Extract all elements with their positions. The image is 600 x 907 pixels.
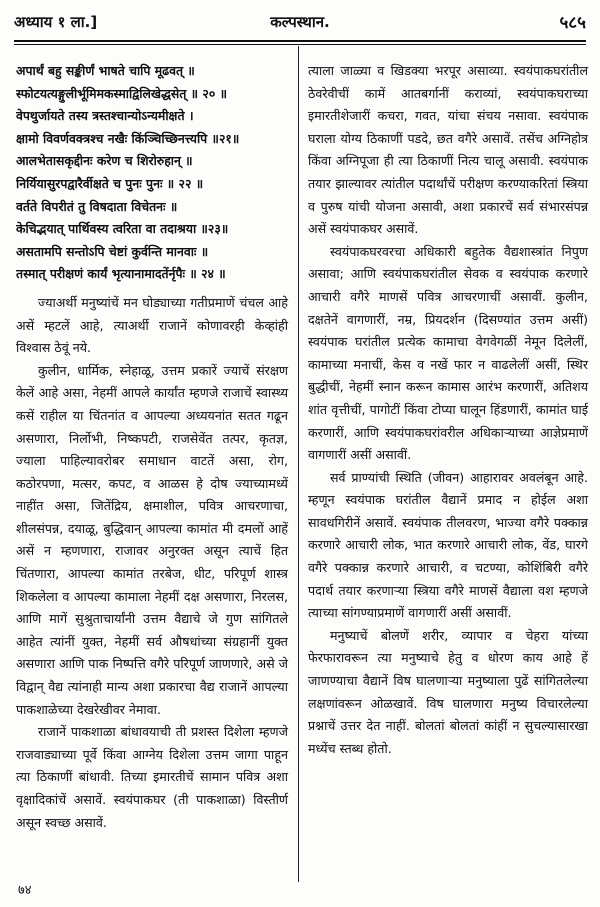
- section-title: कल्पस्थान.: [270, 13, 330, 31]
- chapter-label: अध्याय १ ला.]: [14, 13, 98, 31]
- sanskrit-verses: [16, 60, 288, 286]
- verse-line: स्फोटयत्यङ्गुलीर्भूमिमकस्माद्विलिखेद्धसेत् ॥ २० ॥: [16, 85, 228, 101]
- verse-line: केचिद्भयात् पार्थिवस्य त्वरिता वा तदाश्रया ॥२३॥: [16, 221, 229, 237]
- right-column: [308, 60, 588, 760]
- header-rule-thin: [14, 44, 586, 45]
- verse-line: असतामपि सन्तोऽपि चेष्टां कुर्वन्ति मानवाः ॥: [16, 243, 209, 259]
- paragraph: सर्व प्राण्यांची स्थिति (जीवन) आहारावर अवलंबून आहे. म्हणून स्वयंपाक घरांतील वैद्यानें प्रमाद न होईल अशा सावधगिरीनें असावें. स्वयंपाक तीलवरण, भाज्या वगैरे पक्कान्न करणारे आचारी लोक, भात करणारे आचारी लोक, वेंड, घारगे वगैरे पक्कान्न करणारे आचारी, व चटण्या, कोशिंबिरी वगैरे पदार्थ तयार करणाऱ्या स्त्रिया वगैरे माणसें वैद्याला वश म्हणजे त्याच्या सांगण्याप्रमाणें वागणारीं असीं असावीं.: [308, 469, 588, 621]
- paragraph: राजानें पाकशाळा बांधावयाची ती प्रशस्त दिशेला म्हणजे राजवाड्याच्या पूर्वे किंवा आग्नेय दिशेला उत्तम जागा पाहून त्या ठिकाणीं बांधावी. तिच्या इमारतीचें सामान पवित्र अशा वृक्षादिकांचें असावें. स्वयंपाकघर (ती पाकशाळा) विस्तीर्ण असून स्वच्छ असावें.: [16, 724, 288, 830]
- left-column: [16, 60, 288, 834]
- column-divider: [298, 46, 299, 882]
- paragraph: त्याला जाळ्या व खिडक्या भरपूर असाव्या. स्वयंपाकघरांतील ठेवरेवीचीं कामें आतबर्गानीं कराव्यां, स्वयंपाकघराच्या इमारतीशेजारीं कचरा, गवत, यांचा संचय नसावा. स्वयंपाक घराला योग्य ठिकाणीं पडदे, छत वगैरे असावें. तसेंच अग्निहोत्र किंवा अग्निपूजा ही त्या ठिकाणीं नित्य चालू असावी. स्वयंपाक तयार झाल्यावर त्यांतील पदार्थांचें परीक्षण करण्याकरितां स्त्रिया व पुरुष यांची योजना असावी, अशा प्रकारचें सर्व संभारसंपन्न असें स्वयंपाकघर असावें.: [308, 63, 588, 237]
- paragraph: ज्याअर्थी मनुष्यांचें मन घोड्याच्या गतीप्रमाणें चंचल आहे असें म्हटलें आहे, त्याअर्थी राजानें कोणावरही केव्हांही विश्वास ठेवूं नये.: [16, 294, 288, 356]
- paragraph: कुलीन, धार्मिक, स्नेहाळू, उत्तम प्रकारें ज्याचें संरक्षण केलें आहे असा, नेहमीं आपले कार्यांत म्हणजे राजाचें स्वास्थ्य कसें राहील या चिंतनांत व आपल्या अध्ययनांत सतत गढून असणारा, निर्लोभी, निष्कपटी, राजसेवेंत तत्पर, कृतज्ञ, ज्याला पाहिल्यावरोबर समाधान वाटतें असा, रोग, कठोरपणा, मत्सर, कपट, व आळस हे दोष ज्याच्यामध्यें नाहींत असा, जितेंद्रिय, क्षमाशील, पवित्र आचरणाचा, शीलसंपन्न, दयाळू, बुद्धिवान् आपल्या कामांत मी दमलों आहें असें न म्हणणारा, राजावर अनुरक्त असून त्याचें हित चिंतणारा, आपल्या कामांत तरबेज, धीट, परिपूर्ण शास्त्र शिकलेला व आपल्या कामाला नेहमीं दक्ष असणारा, निरलस, आणि मागें सुश्रुताचार्यांनी उत्तम वैद्याचे जे गुण सांगितले आहेत त्यांनीं युक्त, नेहमीं सर्व औषधांच्या संग्रहानीं युक्त असणारा आणि पाक निष्पत्ति वगैरे परिपूर्ण जाणणारे, असे जे विद्वान् वैद्य त्यांनाही मान्य अशा प्रकारचा वैद्य राजानें आपल्या पाकशाळेच्या देखरेखीवर नेमावा.: [16, 362, 288, 717]
- header-rule: [14, 40, 586, 42]
- verse-line: तस्मात् परीक्षणं कार्यं भृत्यानामादतेंर्नृपैः ॥ २४ ॥: [16, 266, 226, 282]
- page-number: ५८५: [559, 13, 586, 33]
- verse-line: निर्यियासुरपद्वारैर्वीक्षते च पुनः पुनः ॥ २२ ॥: [16, 175, 204, 191]
- verse-line: वर्तते विपरीतं तु विषदाता विचेतनः ॥: [16, 198, 178, 214]
- verse-line: अपार्थं बहु सङ्कीर्णं भाषते चापि मूढवत् ॥: [16, 63, 195, 78]
- verse-line: आलभेतासकृद्दीनः करेण च शिरोरुहान् ॥: [16, 153, 193, 169]
- paragraph: स्वयंपाकघरवरचा अधिकारी बहुतेक वैद्यशास्त्रांत निपुण असावा; आणि स्वयंपाकघरांतील सेवक व स्वयंपाक करणारे आचारी वगैरे माणसें पवित्र आचरणाचीं असावीं. कुलीन, दक्षतेनें वागणारीं, नम्र, प्रियदर्शन (दिसण्यांत उत्तम असीं) स्वयंपाक घरांतील प्रत्येक कामाचा वेगवेगळीं नेमून दिलेलीं, कामाच्या मनाचीं, केस व नखें फार न वाढलेलीं असीं, स्थिर बुद्धीचीं, नेहमीं स्नान करून कामास आरंभ करणारीं, अतिशय शांत वृत्तीचीं, पागोटीं किंवा टोप्या घालून हिंडणारीं, कामांत घाई करणारीं, आणि स्वयंपाकघरांवरील अधिकाऱ्याच्या आज्ञेप्रमाणें वागणारीं असीं असावीं.: [308, 243, 588, 463]
- verse-line: वेपथुर्जायते तस्य त्रस्तश्चान्योऽन्यमीक्षते ।: [16, 108, 194, 124]
- paragraph: मनुष्याचें बोलणें शरीर, व्यापार व चेहरा यांच्या फेरफारावरून त्या मनुष्याचे हेतु व धोरण काय आहे हें जाणण्याचा वैद्यानें विष घालणाऱ्या मनुष्याला पुढें सांगितलेल्या लक्षणांवरून ओळखावें. विष घालणारा मनुष्य विचारलेल्या प्रश्नाचें उत्तर देत नाहीं. बोलतां बोलतां कांहीं न सुचल्यासारखा मध्येंच स्तब्ध होतो.: [308, 627, 588, 756]
- verse-line: क्षामो विवर्णवक्त्रश्च नखैः किंञ्चिच्छिनत्त्यपि ॥२१॥: [16, 130, 240, 146]
- page-header: [14, 8, 586, 36]
- printer-signature: ७४: [18, 883, 32, 898]
